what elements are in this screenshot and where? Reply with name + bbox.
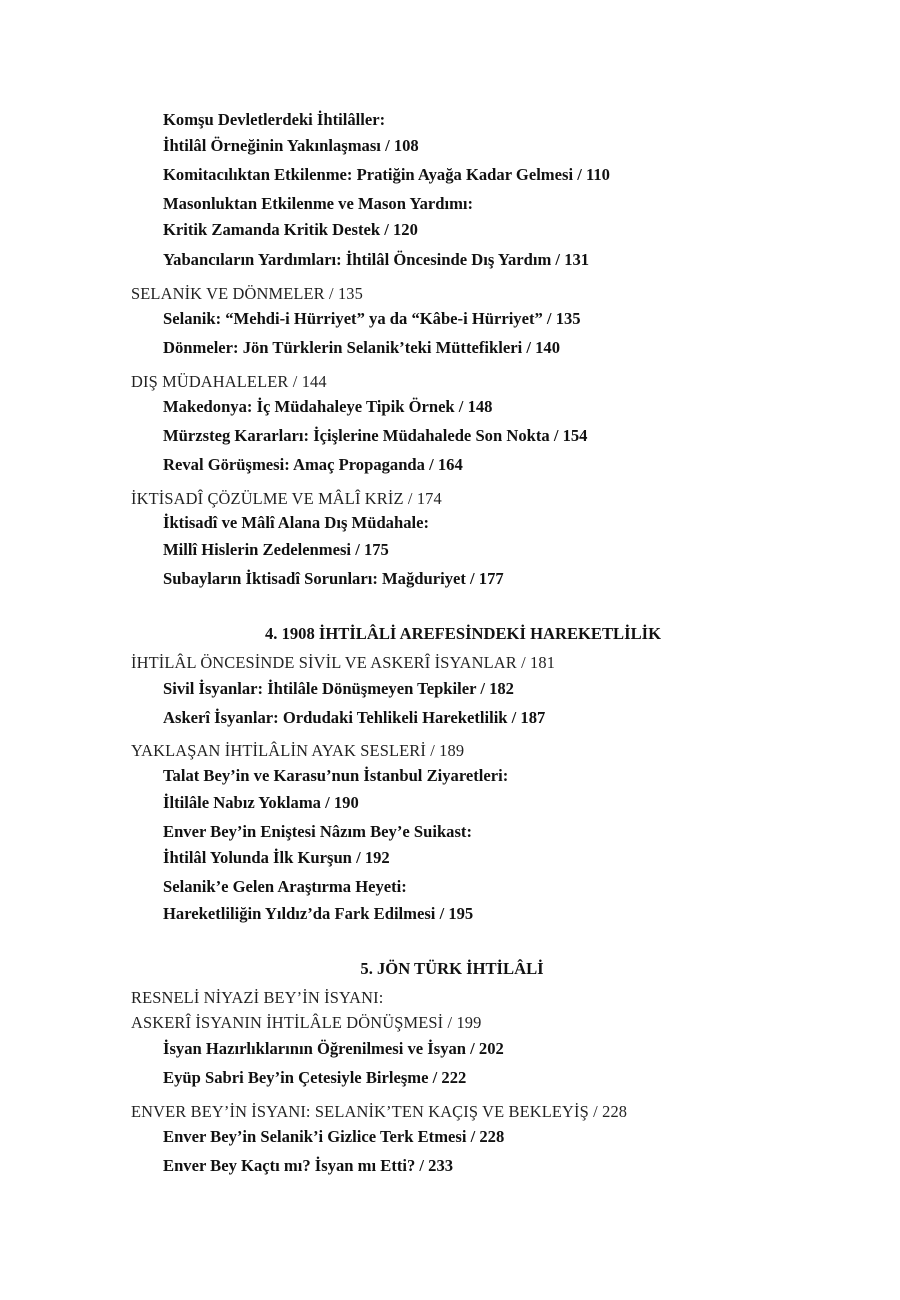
toc-entry: Enver Bey’in Selanik’i Gizlice Terk Etmesi / 228 xyxy=(163,1127,505,1146)
toc-entry: İltilâle Nabız Yoklama / 190 xyxy=(163,793,359,812)
toc-entry: Komitacılıktan Etkilenme: Pratiğin Ayağa Kadar Gelmesi / 110 xyxy=(163,165,610,184)
toc-entry: Enver Bey’in Eniştesi Nâzım Bey’e Suikast: xyxy=(163,822,472,841)
toc-entry: Talat Bey’in ve Karasu’nun İstanbul Ziyaretleri: xyxy=(163,766,509,785)
toc-section-heading: DIŞ MÜDAHALELER / 144 xyxy=(131,372,327,391)
toc-entry: Askerî İsyanlar: Ordudaki Tehlikeli Hareketlilik / 187 xyxy=(163,708,546,727)
chapter-heading: 4. 1908 İHTİLÂLİ AREFESİNDEKİ HAREKETLİLİK xyxy=(264,624,662,643)
toc-entry: Reval Görüşmesi: Amaç Propaganda / 164 xyxy=(163,455,463,474)
toc-entry: Kritik Zamanda Kritik Destek / 120 xyxy=(163,220,418,239)
toc-section-heading: YAKLAŞAN İHTİLÂLİN AYAK SESLERİ / 189 xyxy=(131,741,465,760)
toc-entry: Selanik: “Mehdi-i Hürriyet” ya da “Kâbe-i Hürriyet” / 135 xyxy=(163,309,581,328)
toc-section-heading: ENVER BEY’İN İSYANI: SELANİK’TEN KAÇIŞ VE BEKLEYİŞ / 228 xyxy=(131,1102,628,1121)
toc-section-heading: İKTİSADÎ ÇÖZÜLME VE MÂLÎ KRİZ / 174 xyxy=(131,489,442,508)
toc-entry: Makedonya: İç Müdahaleye Tipik Örnek / 148 xyxy=(163,397,493,416)
toc-entry: Sivil İsyanlar: İhtilâle Dönüşmeyen Tepkiler / 182 xyxy=(163,679,514,698)
toc-section-heading: İHTİLÂL ÖNCESİNDE SİVİL VE ASKERÎ İSYANLAR / 181 xyxy=(131,653,556,672)
chapter-heading: 5. JÖN TÜRK İHTİLÂLİ xyxy=(360,959,544,978)
toc-entry: Mürzsteg Kararları: İçişlerine Müdahalede Son Nokta / 154 xyxy=(163,426,588,445)
toc-entry: Yabancıların Yardımları: İhtilâl Öncesinde Dış Yardım / 131 xyxy=(163,250,590,269)
toc-section-heading: ASKERÎ İSYANIN İHTİLÂLE DÖNÜŞMESİ / 199 xyxy=(131,1013,482,1032)
toc-entry: Selanik’e Gelen Araştırma Heyeti: xyxy=(163,877,407,896)
toc-section-heading: RESNELİ NİYAZİ BEY’İN İSYANI: xyxy=(131,988,384,1007)
toc-entry: Eyüp Sabri Bey’in Çetesiyle Birleşme / 222 xyxy=(163,1068,467,1087)
toc-entry: Enver Bey Kaçtı mı? İsyan mı Etti? / 233 xyxy=(163,1156,454,1175)
toc-entry: Masonluktan Etkilenme ve Mason Yardımı: xyxy=(163,194,474,213)
toc-section-heading: SELANİK VE DÖNMELER / 135 xyxy=(131,284,363,303)
toc-entry: Millî Hislerin Zedelenmesi / 175 xyxy=(163,540,389,559)
toc-entry: İktisadî ve Mâlî Alana Dış Müdahale: xyxy=(163,513,429,532)
toc-entry: Dönmeler: Jön Türklerin Selanik’teki Müttefikleri / 140 xyxy=(163,338,560,357)
toc-entry: Subayların İktisadî Sorunları: Mağduriyet / 177 xyxy=(163,569,504,588)
toc-entry: Komşu Devletlerdeki İhtilâller: xyxy=(163,110,386,129)
toc-entry: İhtilâl Örneğinin Yakınlaşması / 108 xyxy=(163,136,419,155)
toc-entry: İhtilâl Yolunda İlk Kurşun / 192 xyxy=(163,848,390,867)
toc-entry: İsyan Hazırlıklarının Öğrenilmesi ve İsyan / 202 xyxy=(163,1039,504,1058)
toc-entry: Hareketliliğin Yıldız’da Fark Edilmesi / 195 xyxy=(163,904,474,923)
